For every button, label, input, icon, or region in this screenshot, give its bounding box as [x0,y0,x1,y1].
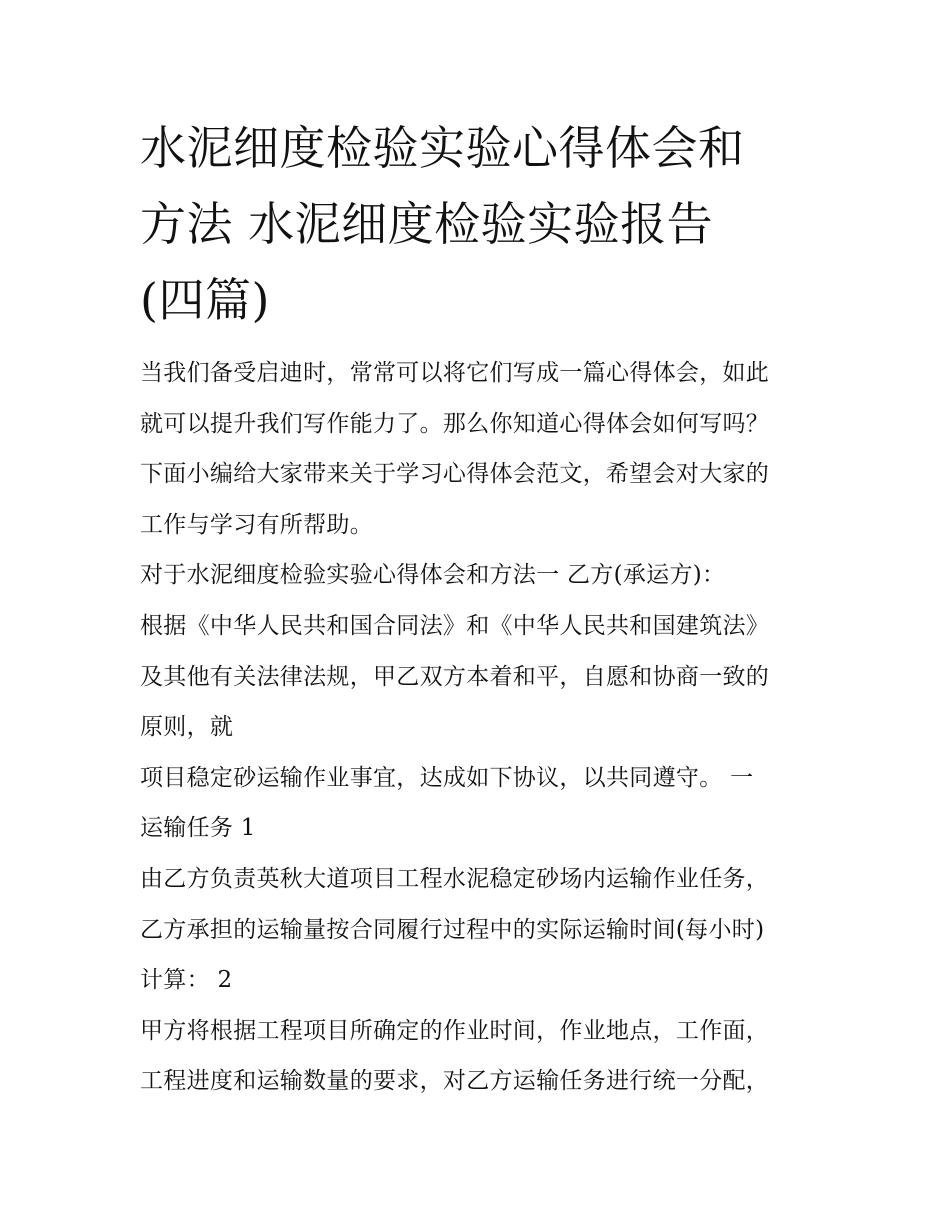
body-line: 当我们备受启迪时，常常可以将它们写成一篇心得体会，如此 [140,360,770,386]
title-line: 方法 水泥细度检验实验报告 [140,197,714,251]
body-line: 甲方将根据工程项目所确定的作业时间，作业地点，工作面， [140,1017,770,1044]
body-line: 计算： 2 [140,967,233,994]
title-line: 水泥细度检验实验心得体会和 [140,121,745,175]
document-body [140,348,812,1107]
body-line: 项目稳定砂运输作业事宜，达成如下协议，以共同遵守。 一 [140,764,754,791]
body-line: 原则，就 [140,714,234,741]
body-line: 乙方承担的运输量按合同履行过程中的实际运输时间(每小时) [140,916,765,943]
body-line: 运输任务 1 [140,815,256,842]
title-line: (四篇) [140,273,270,327]
document-title [140,110,812,338]
body-line: 根据《中华人民共和国合同法》和《中华人民共和国建筑法》 [140,612,770,639]
body-line: 就可以提升我们写作能力了。那么你知道心得体会如何写吗？ [140,410,770,437]
body-line: 及其他有关法律法规，甲乙双方本着和平，自愿和协商一致的 [140,663,770,690]
body-line: 对于水泥细度检验实验心得体会和方法一 乙方(承运方)： [140,562,726,589]
body-line: 下面小编给大家带来关于学习心得体会范文，希望会对大家的 [140,461,770,488]
document-content [140,110,812,1107]
body-line: 工作与学习有所帮助。 [140,511,373,538]
body-line: 工程进度和运输数量的要求，对乙方运输任务进行统一分配， [140,1068,770,1095]
body-line: 由乙方负责英秋大道项目工程水泥稳定砂场内运输作业任务， [140,865,770,892]
